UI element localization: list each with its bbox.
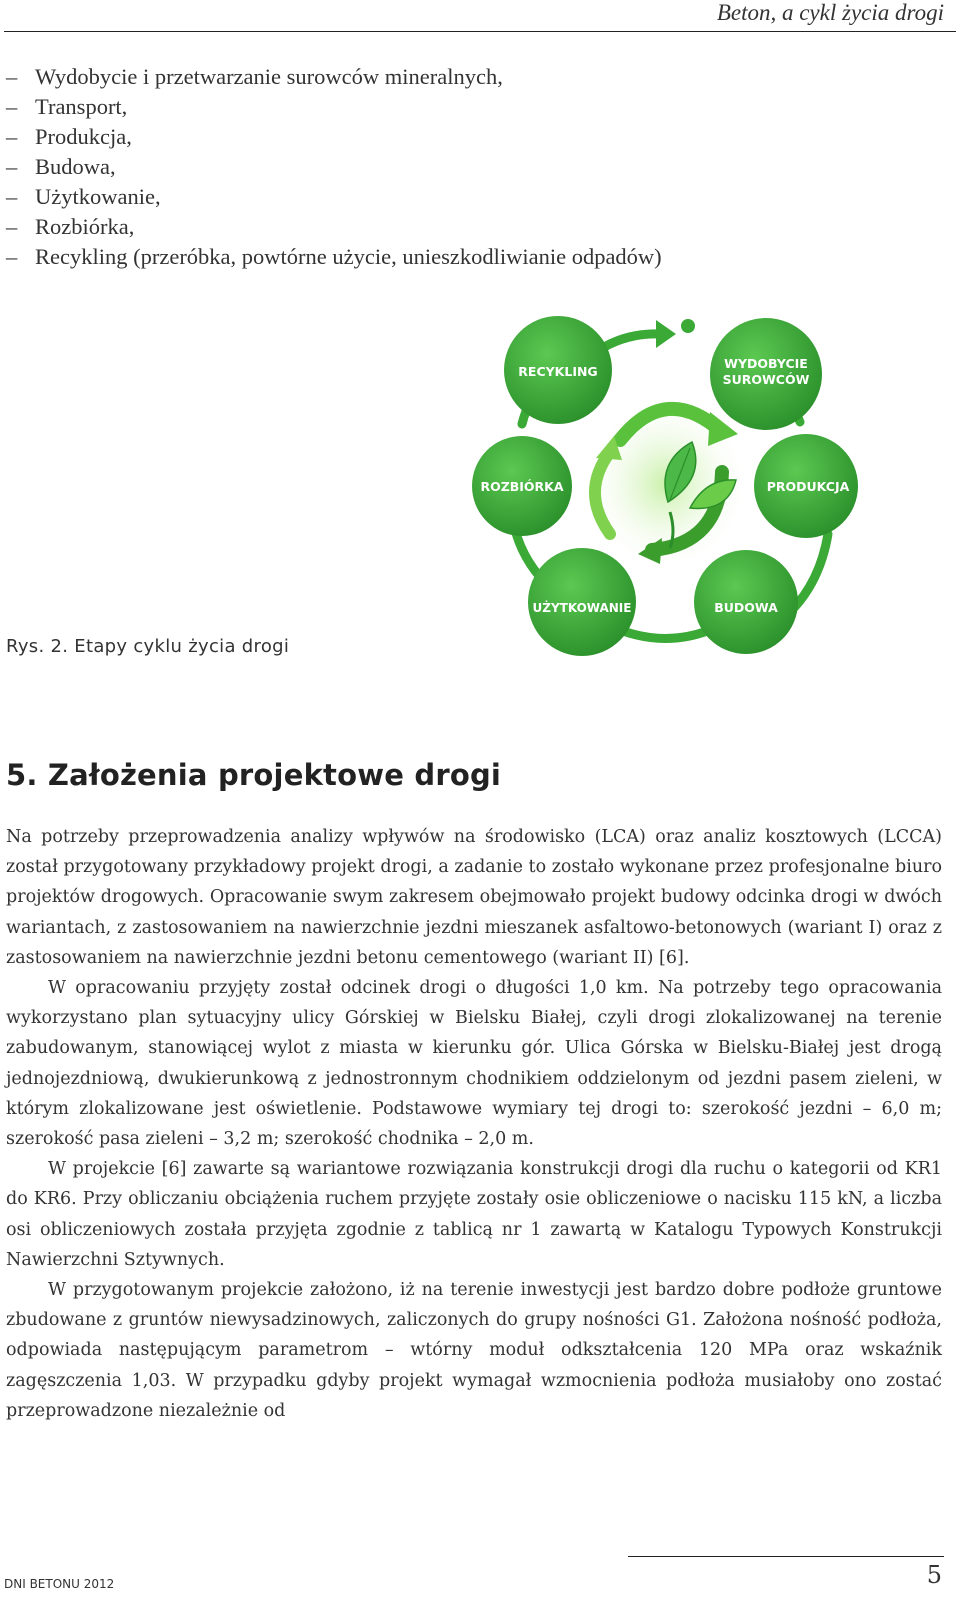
footer-rule [628, 1556, 944, 1557]
lifecycle-stages-list [6, 62, 662, 272]
list-item [6, 242, 662, 272]
body-text [6, 822, 942, 1426]
list-dash: – [6, 64, 18, 89]
list-item-text: Budowa, [35, 154, 116, 179]
list-dash: – [6, 94, 18, 119]
node-uzytkowanie [528, 548, 636, 656]
header-rule [4, 31, 956, 32]
list-dash: – [6, 154, 18, 179]
paragraph: W przygotowanym projekcie założono, iż na terenie inwestycji jest bardzo dobre podłoże gruntowe zbudowane z gruntów niewysadzinowych, zaliczonych do grupy nośności G1. Założona nośność podłoża, odpowiada następującym parametrom – wtórny moduł odkształcenia 120 MPa oraz wskaźnik zagęszczenia 1,03. W przypadku gdyby projekt wymagał wzmocnienia podłoża musiałoby ono zostać przeprowadzone niezależnie od [6, 1280, 942, 1421]
node-label: RECYKLING [518, 364, 598, 379]
node-recykling [504, 316, 612, 424]
list-dash: – [6, 184, 18, 209]
list-item [6, 92, 662, 122]
figure-caption: Rys. 2. Etapy cyklu życia drogi [6, 636, 290, 657]
paragraph: W projekcie [6] zawarte są wariantowe rozwiązania konstrukcji drogi dla ruchu o kategorii od KR1 do KR6. Przy obliczaniu obciążenia ruchem przyjęte zostały osie obliczeniowe o nacisku 115 kN, a liczba osi obliczeniowych została przyjęta zgodnie z tablicą nr 1 zawartą w Katalogu Typowych Konstrukcji Nawierzchni Sztywnych. [6, 1159, 942, 1270]
paragraph: Na potrzeby przeprowadzenia analizy wpływów na środowisko (LCA) oraz analiz kosztowych (LCCA) został przygotowany przykładowy projekt drogi, a zadanie to zostało wykonane przez profesjonalne biuro projektów drogowych. Opracowanie swym zakresem obejmowało projekt budowy odcinka drogi w dwóch wariantach, z zastosowaniem na nawierzchnie jezdni mieszanek asfaltowo-betonowych (wariant I) oraz z zastosowaniem na nawierzchnie jezdni betonu cementowego (wariant II) [6]. [6, 827, 942, 968]
running-header-title: Beton, a cykl życia drogi [716, 0, 944, 25]
node-label: UŻYTKOWANIE [532, 601, 632, 615]
list-item [6, 212, 662, 242]
node-label: SUROWCÓW [722, 372, 810, 387]
list-item-text: Użytkowanie, [35, 184, 161, 209]
node-label: ROZBIÓRKA [480, 479, 564, 494]
list-item [6, 62, 662, 92]
list-item-text: Rozbiórka, [35, 214, 135, 239]
list-item [6, 182, 662, 212]
lifecycle-diagram [470, 312, 862, 662]
node-label: WYDOBYCIE [724, 356, 808, 371]
list-item [6, 122, 662, 152]
list-dash: – [6, 244, 18, 269]
footer-publication: DNI BETONU 2012 [4, 1577, 115, 1591]
list-item [6, 152, 662, 182]
list-item-text: Produkcja, [35, 124, 132, 149]
paragraph: W opracowaniu przyjęty został odcinek drogi o długości 1,0 km. Na potrzeby tego opracowania wykorzystano plan sytuacyjny ulicy Górskiej w Bielsku Białej, czyli drogi zlokalizowanej na terenie zabudowanym, stanowiącej wylot z miasta w kierunku gór. Ulica Górska w Bielsku-Białej jest drogą jednojezdniową, dwukierunkową z jednostronnym chodnikiem oddzielonym od jezdni pasem zieleni, w którym zlokalizowane jest oświetlenie. Podstawowe wymiary tej drogi to: szerokość jezdni – 6,0 m; szerokość pasa zieleni – 3,2 m; szerokość chodnika – 2,0 m. [6, 978, 942, 1150]
node-label: BUDOWA [714, 600, 778, 615]
list-item-text: Wydobycie i przetwarzanie surowców mineralnych, [35, 64, 503, 89]
ring-arrow-icon [656, 320, 676, 348]
node-label: PRODUKCJA [766, 479, 850, 494]
list-item-text: Transport, [35, 94, 128, 119]
ring-dot-icon [681, 319, 695, 333]
node-rozbiorka [472, 436, 572, 536]
node-wydobycie-surowcow [710, 318, 822, 430]
list-dash: – [6, 124, 18, 149]
page-number: 5 [926, 1561, 942, 1589]
list-dash: – [6, 214, 18, 239]
list-item-text: Recykling (przeróbka, powtórne użycie, unieszkodliwianie odpadów) [35, 244, 662, 269]
section-heading: 5. Założenia projektowe drogi [6, 758, 502, 792]
node-produkcja [754, 434, 858, 538]
node-budowa [694, 550, 798, 654]
